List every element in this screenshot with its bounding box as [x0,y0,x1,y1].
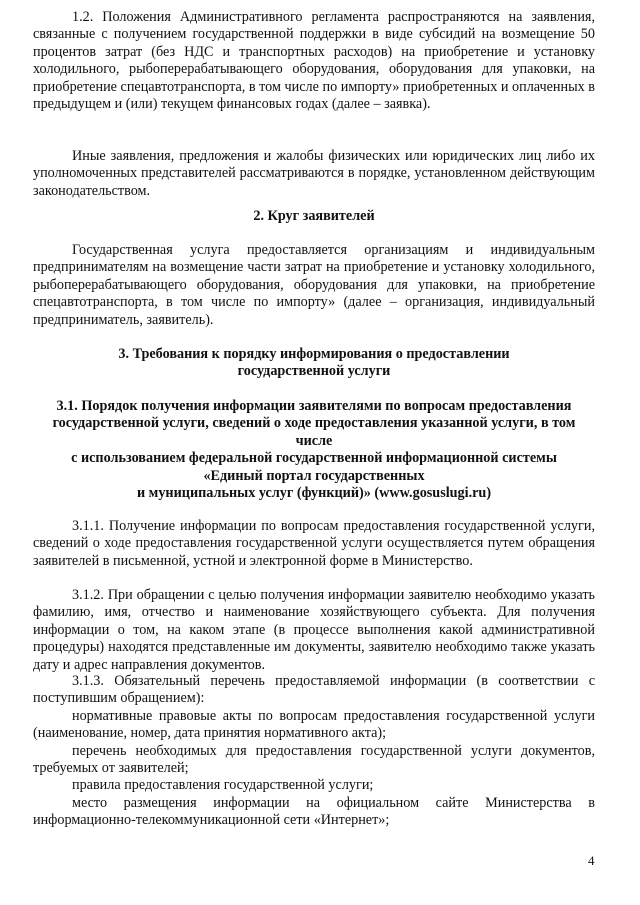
paragraph-3-1-1-text: 3.1.1. Получение информации по вопросам предоставления государственной услуги, сведений о ходе предоставления государственной услуги осуществляется путем обращения заявителей в письменной, устной и электронной форме в Министерство. [33,518,595,569]
section-3-1-heading [33,398,595,502]
section-3-1-title-line: с использованием федеральной государственной информационной системы [71,450,557,467]
section-3-1-title-line: государственной услуги, сведений о ходе предоставления указанной услуги, в том [52,415,576,432]
list-item: перечень необходимых для предоставления государственной услуги документов, требуемых от заявителей; [33,742,595,777]
section-3-1-title-line: числе [295,432,333,449]
paragraph-3-1-2-text: 3.1.2. При обращении с целью получения информации заявителю необходимо указать фамилию, имя, отчество и наименование хозяйствующего субъекта. Для получения информации о том, на каком этапе (в процессе выполнения какой административной процедуры) находятся представленные им документы, заявителю необходимо также указать дату и адрес направления документов. [33,587,595,673]
section-3-title-line: 3. Требования к порядку информирования о предоставлении [118,346,510,362]
paragraph-other-applications-text: Иные заявления, предложения и жалобы физических или юридических лиц либо их уполномоченных представителей рассматриваются в порядке, установленном действующим законодательством. [33,148,595,199]
section-3-1-title-line: «Единый портал государственных [203,467,425,484]
section-2-heading [33,208,595,225]
paragraph-3-1-3-text: 3.1.3. Обязательный перечень предоставляемой информации (в соответствии с поступившим обращением): [33,673,595,707]
list-item: правила предоставления государственной услуги; [72,777,374,794]
list-item: место размещения информации на официальном сайте Министерства в информационно-телекоммуникационной сети «Интернет»; [33,794,595,829]
paragraph-other-applications [33,148,595,200]
section-2-title: 2. Круг заявителей [253,208,375,224]
section-3-heading [33,346,595,381]
list-item: нормативные правовые акты по вопросам предоставления государственной услуги (наименование, номер, дата принятия нормативного акта); [33,707,595,742]
page-number: 4 [588,853,595,868]
paragraph-1-2 [33,9,595,113]
paragraph-2 [33,242,595,329]
paragraph-3-1-1 [33,518,595,570]
paragraph-3-1-3 [33,673,595,830]
section-3-1-title-line: 3.1. Порядок получения информации заявителями по вопросам предоставления [56,398,572,414]
section-3-title-line: государственной услуги [237,363,391,380]
paragraph-3-1-2 [33,587,595,674]
section-3-1-title-line: и муниципальных услуг (функций)» (www.gosuslugi.ru) [136,485,492,502]
paragraph-2-text: Государственная услуга предоставляется организациям и индивидуальным предпринимателям на возмещение части затрат на приобретение и установку холодильного, рыбоперерабатывающего оборудования, оборудования для упаковки, на приобретение спецавтотранспорта, в том числе по импорту» (далее – организация, индивидуальный предприниматель, заявитель). [33,242,595,328]
paragraph-1-2-text: 1.2. Положения Административного регламента распространяются на заявления, связанные с получением государственной поддержки в виде субсидий на возмещение 50 процентов затрат (без НДС и транспортных расходов) на приобретение и установку холодильного, рыбоперерабатывающего оборудования, оборудования для упаковки, на приобретение спецавтотранспорта, в том числе по импорту» приобретенных и оплаченных в предыдущем и (или) текущем финансовых годах (далее – заявка). [33,9,595,113]
